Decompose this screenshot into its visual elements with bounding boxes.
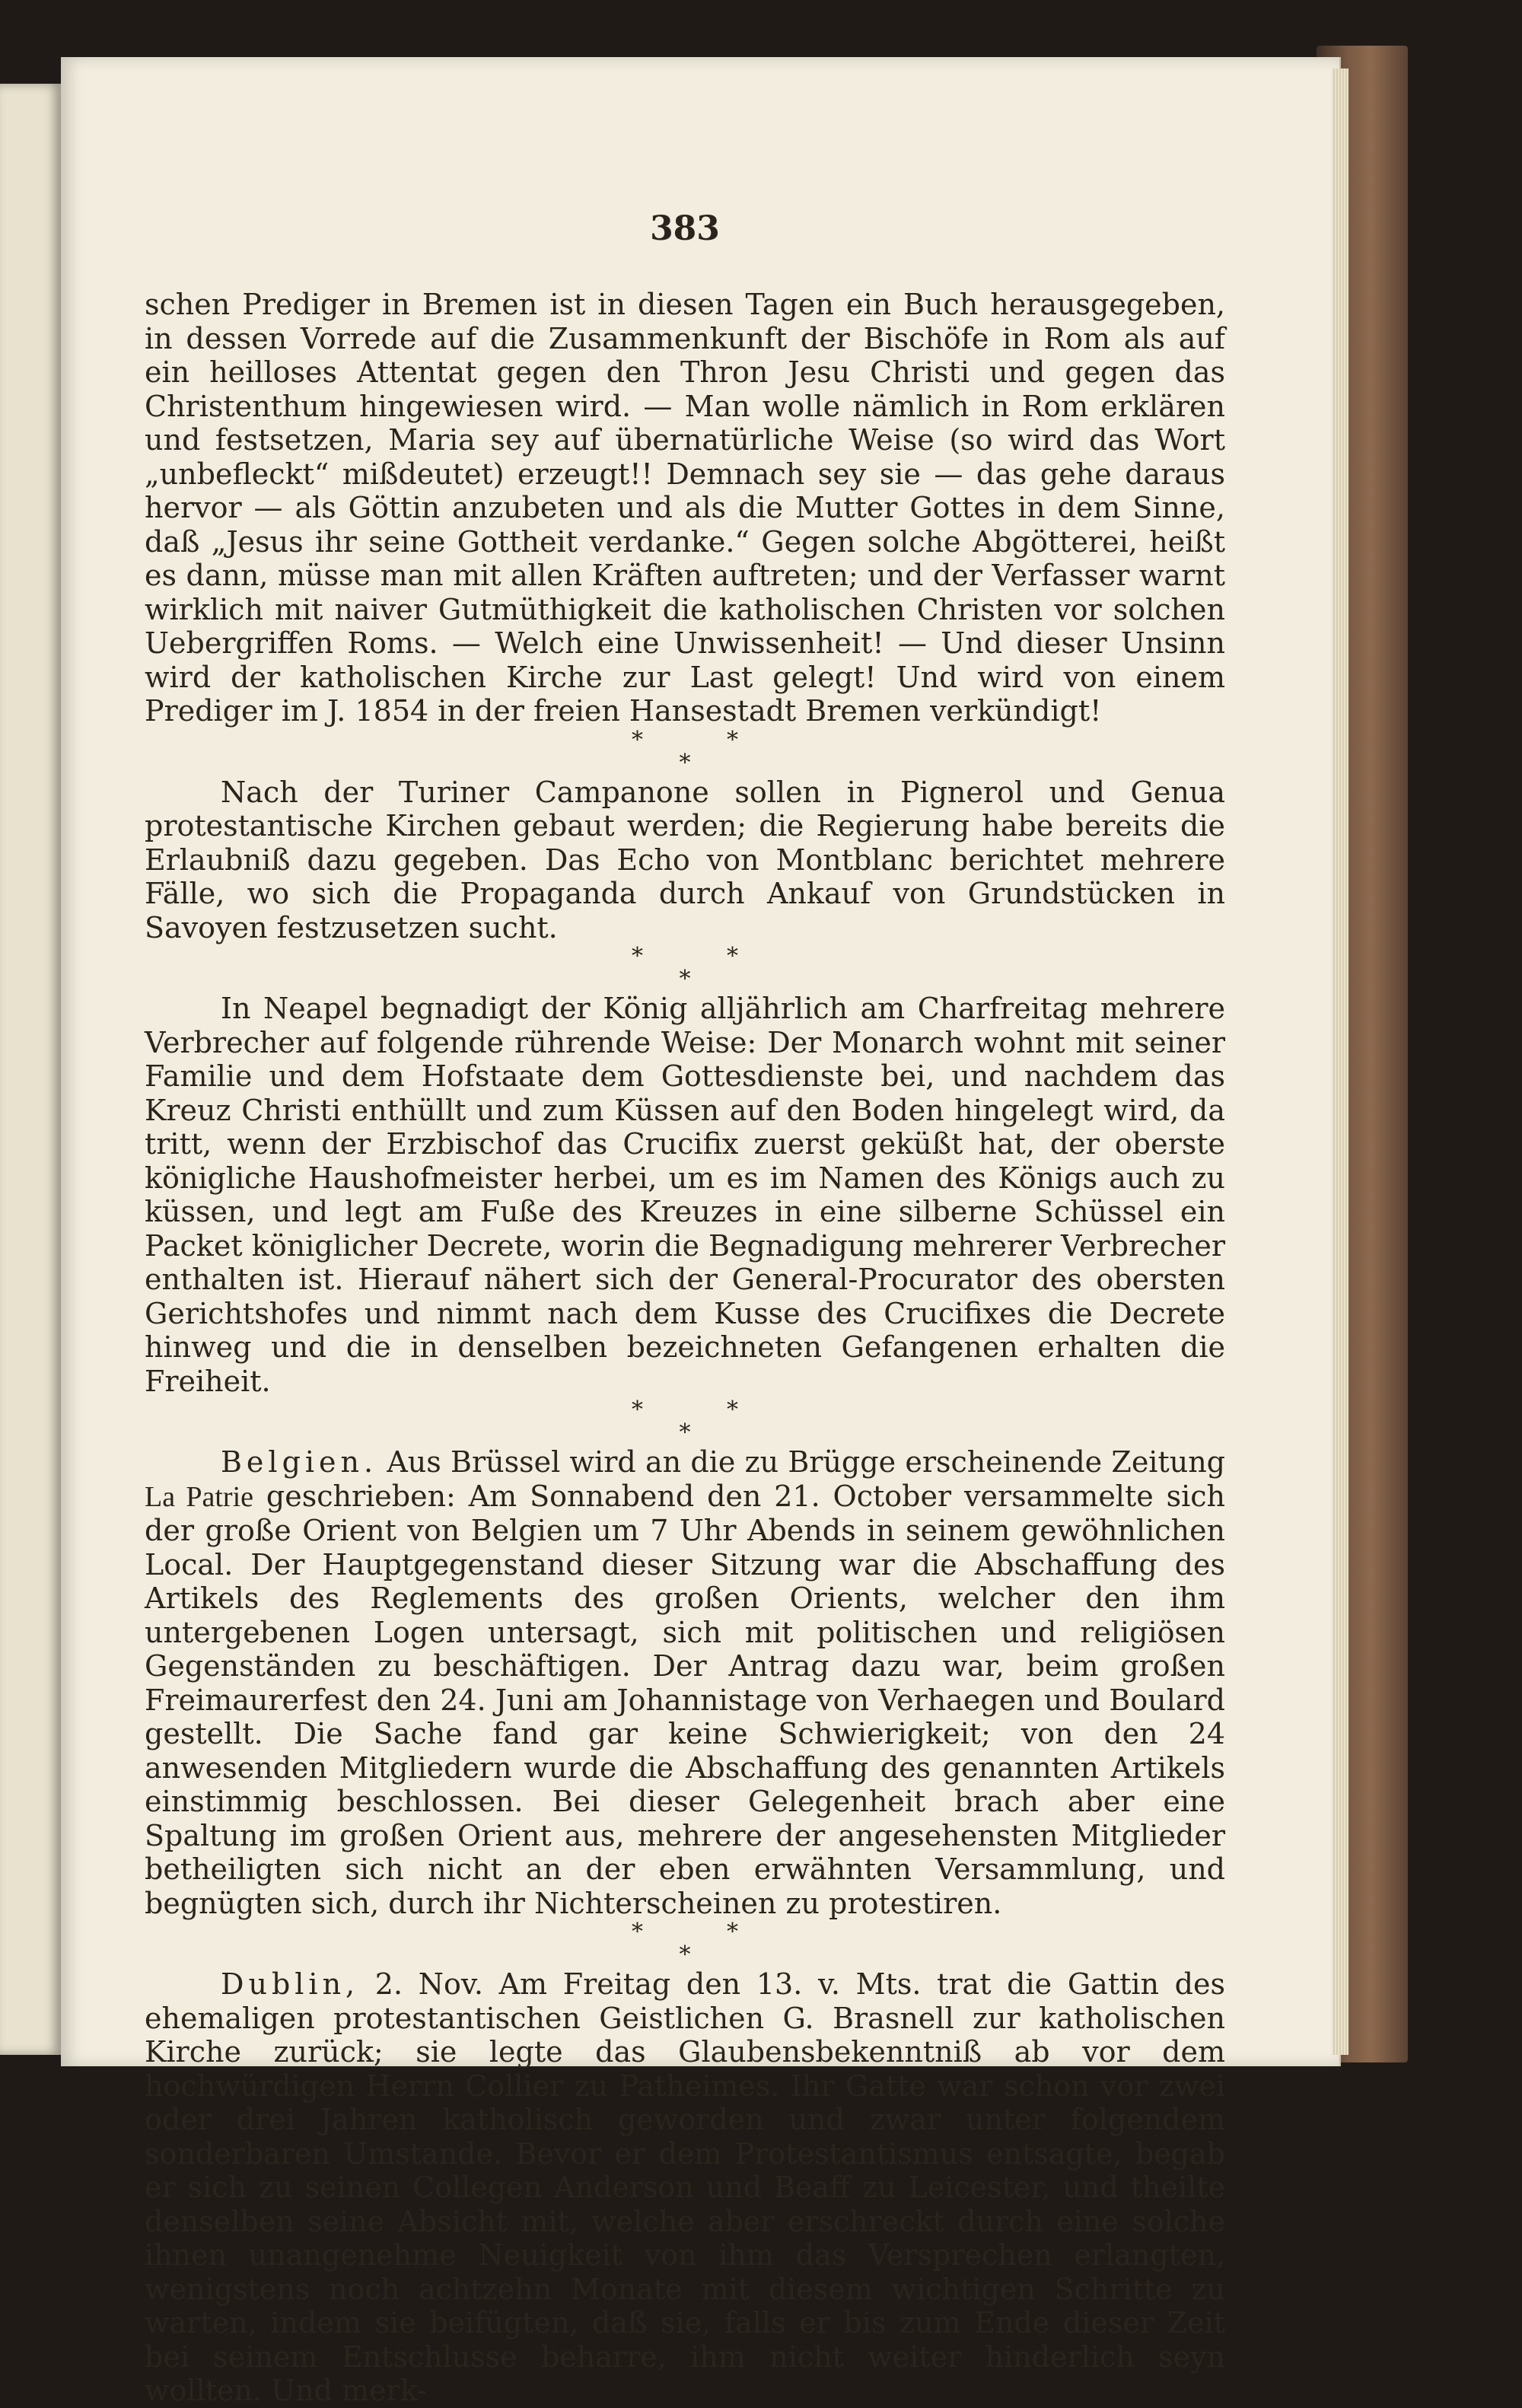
belgien-text-b: geschrieben: Am Sonnabend den 21. October versammelte sich der große Orient von Belgien um 7 Uhr Abends in seinem gewöhnlichen Local. Der Hauptgegenstand dieser Sitzung war die Abschaffung des Artikels des Reglements des großen Orients, welcher den ihm untergebenen Logen untersagt, sich mit politischen und religiösen Gegenständen zu beschäftigen. Der Antrag dazu war, beim großen Freimaurerfest den 24. Juni am Johannistage von Verhaegen und Boulard gestellt. Die Sache fand gar keine Schwierigkeit; von den 24 anwesenden Mitgliedern wurde die Abschaffung des genannten Artikels einstimmig beschlossen. Bei dieser Gelegenheit brach aber eine Spaltung im großen Orient aus, mehrere der angesehensten Mitglieder betheiligten sich nicht an der eben erwähnten Versammlung, und begnügten sich, durch ihr Nichterscheinen zu protestiren.	[145, 1479, 1225, 1920]
separator-star: *	[632, 726, 727, 753]
facing-page-edge	[0, 84, 61, 2055]
belgien-text-a: Aus Brüssel wird an die zu Brügge erscheinende Zeitung	[377, 1445, 1225, 1479]
separator-star: *	[632, 1397, 727, 1423]
section-separator	[145, 944, 1225, 992]
paragraph-bremen: schen Prediger in Bremen ist in diesen Tagen ein Buch herausgegeben, in dessen Vorrede auf die Zusammenkunft der Bischöfe in Rom als auf ein heilloses Attentat gegen den Thron Jesu Christi und gegen das Christenthum hingewiesen wird. — Man wolle nämlich in Rom erklären und festsetzen, Maria sey auf übernatürliche Weise (so wird das Wort „unbefleckt“ mißdeutet) erzeugt!! Demnach sey sie — das gehe daraus hervor — als Göttin anzubeten und als die Mutter Gottes in dem Sinne, daß „Jesus ihr seine Gottheit verdanke.“ Gegen solche Abgötterei, heißt es dann, müsse man mit allen Kräften auftreten; und der Verfasser warnt wirklich mit naiver Gutmüthigkeit die katholischen Christen vor solchen Uebergriffen Roms. — Welch eine Unwissenheit! — Und dieser Unsinn wird der katholischen Kirche zur Last gelegt! Und wird von einem Prediger im J. 1854 in der freien Hansestadt Bremen verkündigt!	[145, 288, 1225, 728]
separator-star: *	[727, 943, 822, 970]
paragraph-neapel: In Neapel begnadigt der König alljährlich am Charfreitag mehrere Verbrecher auf folgende rührende Weise: Der Monarch wohnt mit seiner Familie und dem Hofstaate dem Gottesdienste bei, und nachdem das Kreuz Christi enthüllt und zum Küssen auf den Boden hingelegt wird, da tritt, wenn der Erzbischof das Crucifix zuerst geküßt hat, der oberste königliche Haushofmeister herbei, um es im Namen des Königs auch zu küssen, und legt am Fuße des Kreuzes in eine silberne Schüssel ein Packet königlicher Decrete, worin die Begnadigung mehrerer Verbrecher enthalten ist. Hierauf nähert sich der General-Procurator des obersten Gerichtshofes und nimmt nach dem Kusse des Crucifixes die Decrete hinweg und die in denselben bezeichneten Gefangenen erhalten die Freiheit.	[145, 992, 1225, 1398]
paragraph-belgien	[145, 1445, 1225, 1920]
separator-star: *	[727, 1919, 822, 1945]
section-separator	[145, 728, 1225, 776]
section-lead-dublin: Dublin,	[221, 1967, 360, 2001]
page-block-edge	[1332, 68, 1348, 2055]
separator-star: *	[679, 1419, 691, 1446]
separator-star: *	[727, 1397, 822, 1423]
newspaper-title: La Patrie	[145, 1480, 254, 1513]
section-separator	[145, 1398, 1225, 1445]
paragraph-turin: Nach der Turiner Campanone sollen in Pignerol und Genua protestantische Kirchen gebaut werden; die Regierung habe bereits die Erlaubniß dazu gegeben. Das Echo von Montblanc berichtet mehrere Fälle, wo sich die Propaganda durch Ankauf von Grundstücken in Savoyen festzusetzen sucht.	[145, 775, 1225, 944]
separator-star: *	[632, 943, 727, 970]
separator-star: *	[727, 726, 822, 753]
section-lead-belgien: Belgien.	[221, 1445, 378, 1479]
separator-star: *	[679, 749, 691, 776]
separator-star: *	[679, 966, 691, 992]
page-text	[145, 288, 1225, 2408]
page-number: 383	[650, 209, 720, 248]
dublin-text: 2. Nov. Am Freitag den 13. v. Mts. trat die Gattin des ehemaligen protestantischen Geistlichen G. Brasnell zur katholischen Kirche zurück; sie legte das Glaubensbekenntniß ab vor dem hochwürdigen Herrn Collier zu Patheimes. Ihr Gatte war schon vor zwei oder drei Jahren katholisch geworden und zwar unter folgendem sonderbaren Umstande. Bevor er dem Protestantismus entsagte, begab er sich zu seinen Collegen Anderson und Beaff zu Leicester, und theilte denselben seine Absicht mit, welche aber erschreckt durch eine solche ihnen unangenehme Neuigkeit von ihm das Versprechen erlangten, wenigstens noch achtzehn Monate mit diesem wichtigen Schritte zu warten, indem sie beifügten, daß sie, falls er bis zum Ende dieser Zeit bei seinem Entschlusse beharre, ihm nicht weiter hinderlich seyn wollten. Und merk-	[145, 1967, 1225, 2407]
separator-star: *	[679, 1941, 691, 1968]
separator-star: *	[632, 1919, 727, 1945]
paragraph-dublin	[145, 1967, 1225, 2408]
section-separator	[145, 1920, 1225, 1967]
